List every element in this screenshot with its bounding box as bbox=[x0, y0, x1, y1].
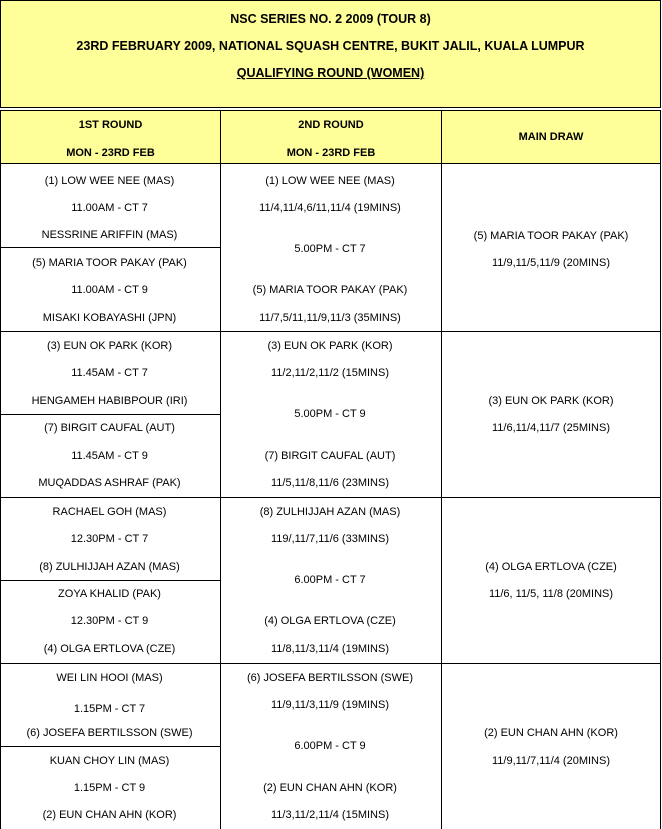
r2-score: 11/7,5/11,11/9,11/3 (35MINS) bbox=[259, 312, 401, 324]
r1-match-time: 12.30PM - CT 9 bbox=[70, 615, 149, 627]
main-draw-player: (2) EUN CHAN AHN (KOR) bbox=[484, 727, 618, 739]
main-draw-score: 11/9,11/5,11/9 (20MINS) bbox=[491, 257, 610, 269]
main-draw-player: (5) MARIA TOOR PAKAY (PAK) bbox=[473, 230, 629, 242]
main-draw-player: (4) OLGA ERTLOVA (CZE) bbox=[485, 561, 617, 573]
r1-player: (7) BIRGIT CAUFAL (AUT) bbox=[44, 422, 175, 434]
r1-player: (2) EUN CHAN AHN (KOR) bbox=[42, 809, 177, 821]
event-date-venue: 23RD FEBRUARY 2009, NATIONAL SQUASH CENTRE, BUKIT JALIL, KUALA LUMPUR bbox=[76, 39, 585, 53]
r1-match-time: 1.15PM - CT 7 bbox=[73, 703, 146, 715]
main-draw-score: 11/6, 11/5, 11/8 (20MINS) bbox=[488, 588, 614, 600]
r1-player: RACHAEL GOH (MAS) bbox=[52, 506, 167, 518]
r2-score: 11/2,11/2,11/2 (15MINS) bbox=[270, 367, 389, 379]
r2-score: 11/9,11/3,11/9 (19MINS) bbox=[270, 699, 389, 711]
r1-player: KUAN CHOY LIN (MAS) bbox=[49, 755, 170, 767]
r1-match-time: 11.45AM - CT 9 bbox=[71, 450, 148, 462]
r2-match-time: 6.00PM - CT 9 bbox=[294, 740, 366, 752]
round1-title: 1ST ROUND bbox=[78, 119, 143, 131]
r1-match-time: 1.15PM - CT 9 bbox=[73, 782, 146, 794]
round2-title: 2ND ROUND bbox=[298, 119, 364, 131]
col-header-main-draw bbox=[441, 110, 661, 164]
r2-winner: (5) MARIA TOOR PAKAY (PAK) bbox=[252, 284, 408, 296]
r1-player: HENGAMEH HABIBPOUR (IRI) bbox=[31, 395, 188, 407]
grid-line-match-divider bbox=[0, 414, 220, 415]
r1-match-time: 11.00AM - CT 7 bbox=[71, 202, 148, 214]
round2-date: MON - 23RD FEB bbox=[286, 147, 376, 159]
main-draw-score: 11/6,11/4,11/7 (25MINS) bbox=[491, 422, 610, 434]
grid-line-block-divider bbox=[0, 331, 661, 332]
r1-player: ZOYA KHALID (PAK) bbox=[58, 588, 161, 600]
col-header-round1 bbox=[0, 110, 221, 164]
grid-line-match-divider bbox=[0, 247, 220, 248]
series-title: NSC SERIES NO. 2 2009 (TOUR 8) bbox=[230, 12, 431, 26]
r1-player: (6) JOSEFA BERTILSSON (SWE) bbox=[26, 727, 193, 739]
r2-match-time: 6.00PM - CT 7 bbox=[294, 574, 366, 586]
r1-player: (4) OLGA ERTLOVA (CZE) bbox=[43, 643, 176, 655]
col-header-round2 bbox=[220, 110, 442, 164]
main-draw-title: MAIN DRAW bbox=[518, 131, 584, 143]
main-draw-player: (3) EUN OK PARK (KOR) bbox=[488, 395, 614, 407]
r1-player: MISAKI KOBAYASHI (JPN) bbox=[42, 312, 177, 324]
grid-line-match-divider bbox=[0, 580, 220, 581]
r1-match-time: 11.45AM - CT 7 bbox=[71, 367, 148, 379]
r1-player: WEI LIN HOOI (MAS) bbox=[56, 672, 163, 684]
r2-score: 11/5,11/8,11/6 (23MINS) bbox=[270, 477, 389, 489]
r2-winner: (6) JOSEFA BERTILSSON (SWE) bbox=[246, 672, 414, 684]
r2-score: 11/8,11/3,11/4 (19MINS) bbox=[270, 643, 389, 655]
r2-match-time: 5.00PM - CT 7 bbox=[294, 243, 366, 255]
r2-winner: (2) EUN CHAN AHN (KOR) bbox=[263, 782, 397, 794]
grid-line-block-divider bbox=[0, 497, 661, 498]
r2-winner: (1) LOW WEE NEE (MAS) bbox=[265, 175, 395, 187]
round1-date: MON - 23RD FEB bbox=[66, 147, 155, 159]
r2-winner: (7) BIRGIT CAUFAL (AUT) bbox=[264, 450, 396, 462]
r2-match-time: 5.00PM - CT 9 bbox=[294, 408, 366, 420]
r2-score: 11/4,11/4,6/11,11/4 (19MINS) bbox=[259, 202, 401, 214]
r2-winner: (3) EUN OK PARK (KOR) bbox=[267, 340, 393, 352]
r2-winner: (8) ZULHIJJAH AZAN (MAS) bbox=[259, 506, 401, 518]
r1-player: (8) ZULHIJJAH AZAN (MAS) bbox=[39, 561, 180, 573]
r1-match-time: 11.00AM - CT 9 bbox=[71, 284, 148, 296]
r1-player: MUQADDAS ASHRAF (PAK) bbox=[38, 477, 181, 489]
r1-player: (1) LOW WEE NEE (MAS) bbox=[44, 175, 175, 187]
grid-line-match-divider bbox=[0, 746, 220, 747]
r1-player: (3) EUN OK PARK (KOR) bbox=[46, 340, 173, 352]
main-draw-score: 11/9,11/7,11/4 (20MINS) bbox=[491, 755, 610, 767]
r2-score: 119/,11/7,11/6 (33MINS) bbox=[270, 533, 389, 545]
round-title: QUALIFYING ROUND (WOMEN) bbox=[236, 66, 425, 80]
r2-score: 11/3,11/2,11/4 (15MINS) bbox=[270, 809, 389, 821]
draw-header bbox=[0, 0, 661, 108]
grid-line-block-divider bbox=[0, 663, 661, 664]
r1-match-time: 12.30PM - CT 7 bbox=[70, 533, 149, 545]
r1-player: NESSRINE ARIFFIN (MAS) bbox=[41, 229, 178, 241]
r2-winner: (4) OLGA ERTLOVA (CZE) bbox=[264, 615, 396, 627]
r1-player: (5) MARIA TOOR PAKAY (PAK) bbox=[32, 257, 187, 269]
